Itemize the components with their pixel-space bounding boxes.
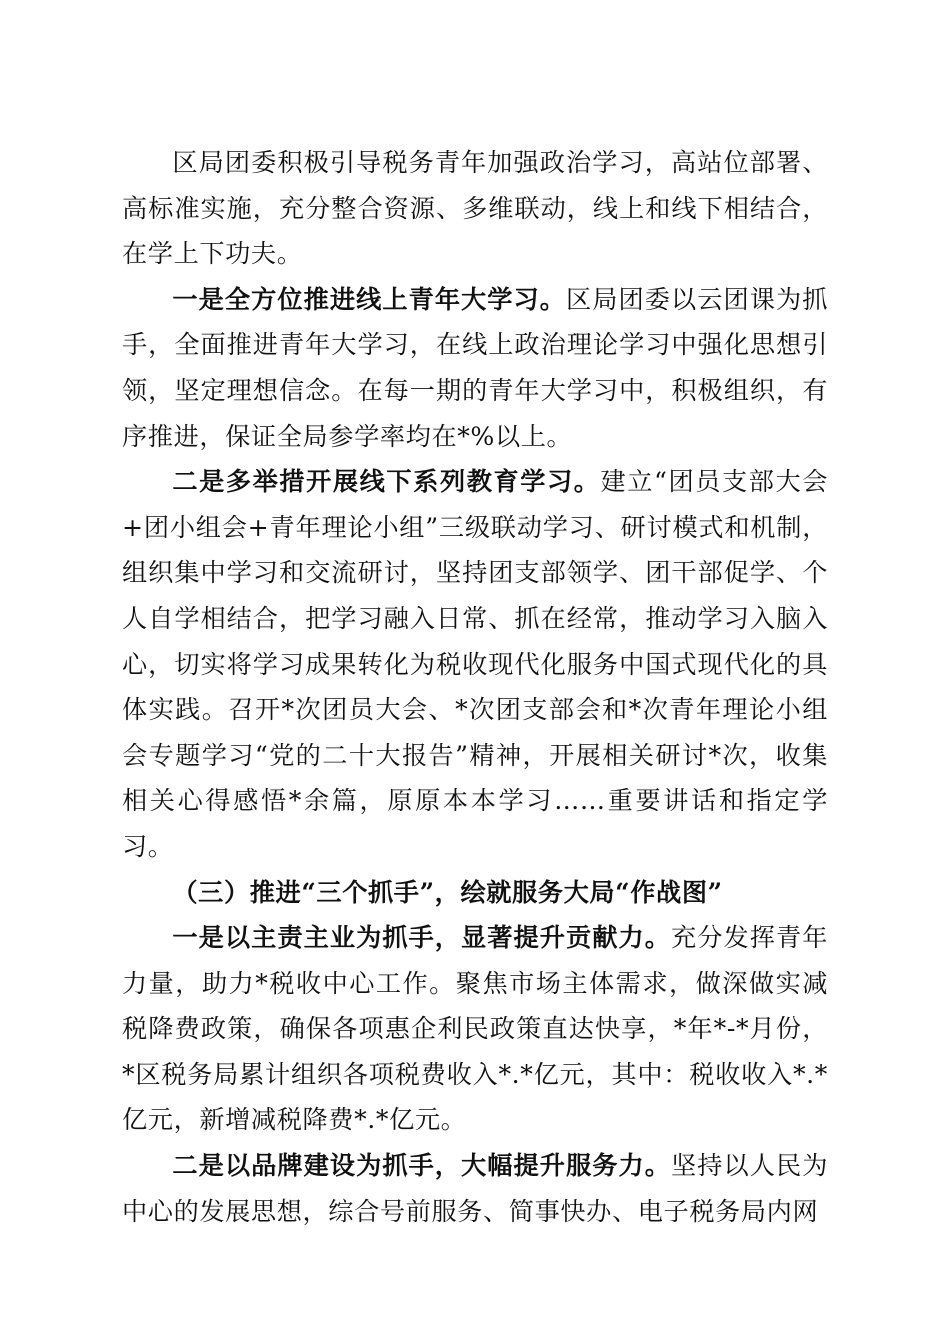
section-heading: （三）推进“三个抓手”，绘就服务大局“作战图”: [172, 876, 723, 907]
paragraph-lead: 一是全方位推进线上青年大学习。: [172, 283, 567, 314]
paragraph-text: 坚持以人民为中心的发展思想，综合号前服务、简事快办、电子税务局内网: [122, 1151, 828, 1226]
paragraph-text: 建立“团员支部大会+团小组会+青年理论小组”三级联动学习、研讨模式和机制，组织集中学习和交流研讨，坚持团支部领学、团干部促学、个人自学相结合，把学习融入日常、抓在经常，推动学习入脑入心，切实将学习成果转化为税收现代化服务中国式现代化的具体实践。召开*次团员大会、*次团支部会和*次青年理论小组会专题学习“党的二十大报告”精神，开展相关研讨*次，收集相关心得感悟*余篇，原原本本学习……重要讲话和指定学习。: [122, 467, 829, 861]
paragraph-text: 充分发挥青年力量，助力*税收中心工作。聚焦市场主体需求，做深做实减税降费政策，确保各项惠企利民政策直达快享，*年*-*月份，*区税务局累计组织各项税费收入*.*亿元，其中：税收收入*.*亿元，新增减税降费*.*亿元。: [122, 923, 828, 1135]
document-body: [122, 140, 828, 1234]
paragraph-core-business: [122, 915, 828, 1143]
paragraph-intro: [122, 140, 828, 277]
paragraph-text: 区局团委以云团课为抓手，全面推进青年大学习，在线上政治理论学习中强化思想引领，坚定理想信念。在每一期的青年大学习中，积极组织，有序推进，保证全局参学率均在*%以上。: [122, 284, 829, 451]
paragraph-lead: 二是以品牌建设为抓手，大幅提升服务力。: [172, 1150, 671, 1181]
paragraph-text: 区局团委积极引导税务青年加强政治学习，高站位部署、高标准实施，充分整合资源、多维联动，线上和线下相结合，在学上下功夫。: [122, 148, 828, 269]
paragraph-online-study: [122, 277, 828, 459]
paragraph-lead: 二是多举措开展线下系列教育学习。: [172, 466, 601, 497]
paragraph-brand-building: [122, 1143, 828, 1234]
paragraph-lead: 一是以主责主业为抓手，显著提升贡献力。: [172, 922, 671, 953]
paragraph-offline-study: [122, 459, 828, 869]
